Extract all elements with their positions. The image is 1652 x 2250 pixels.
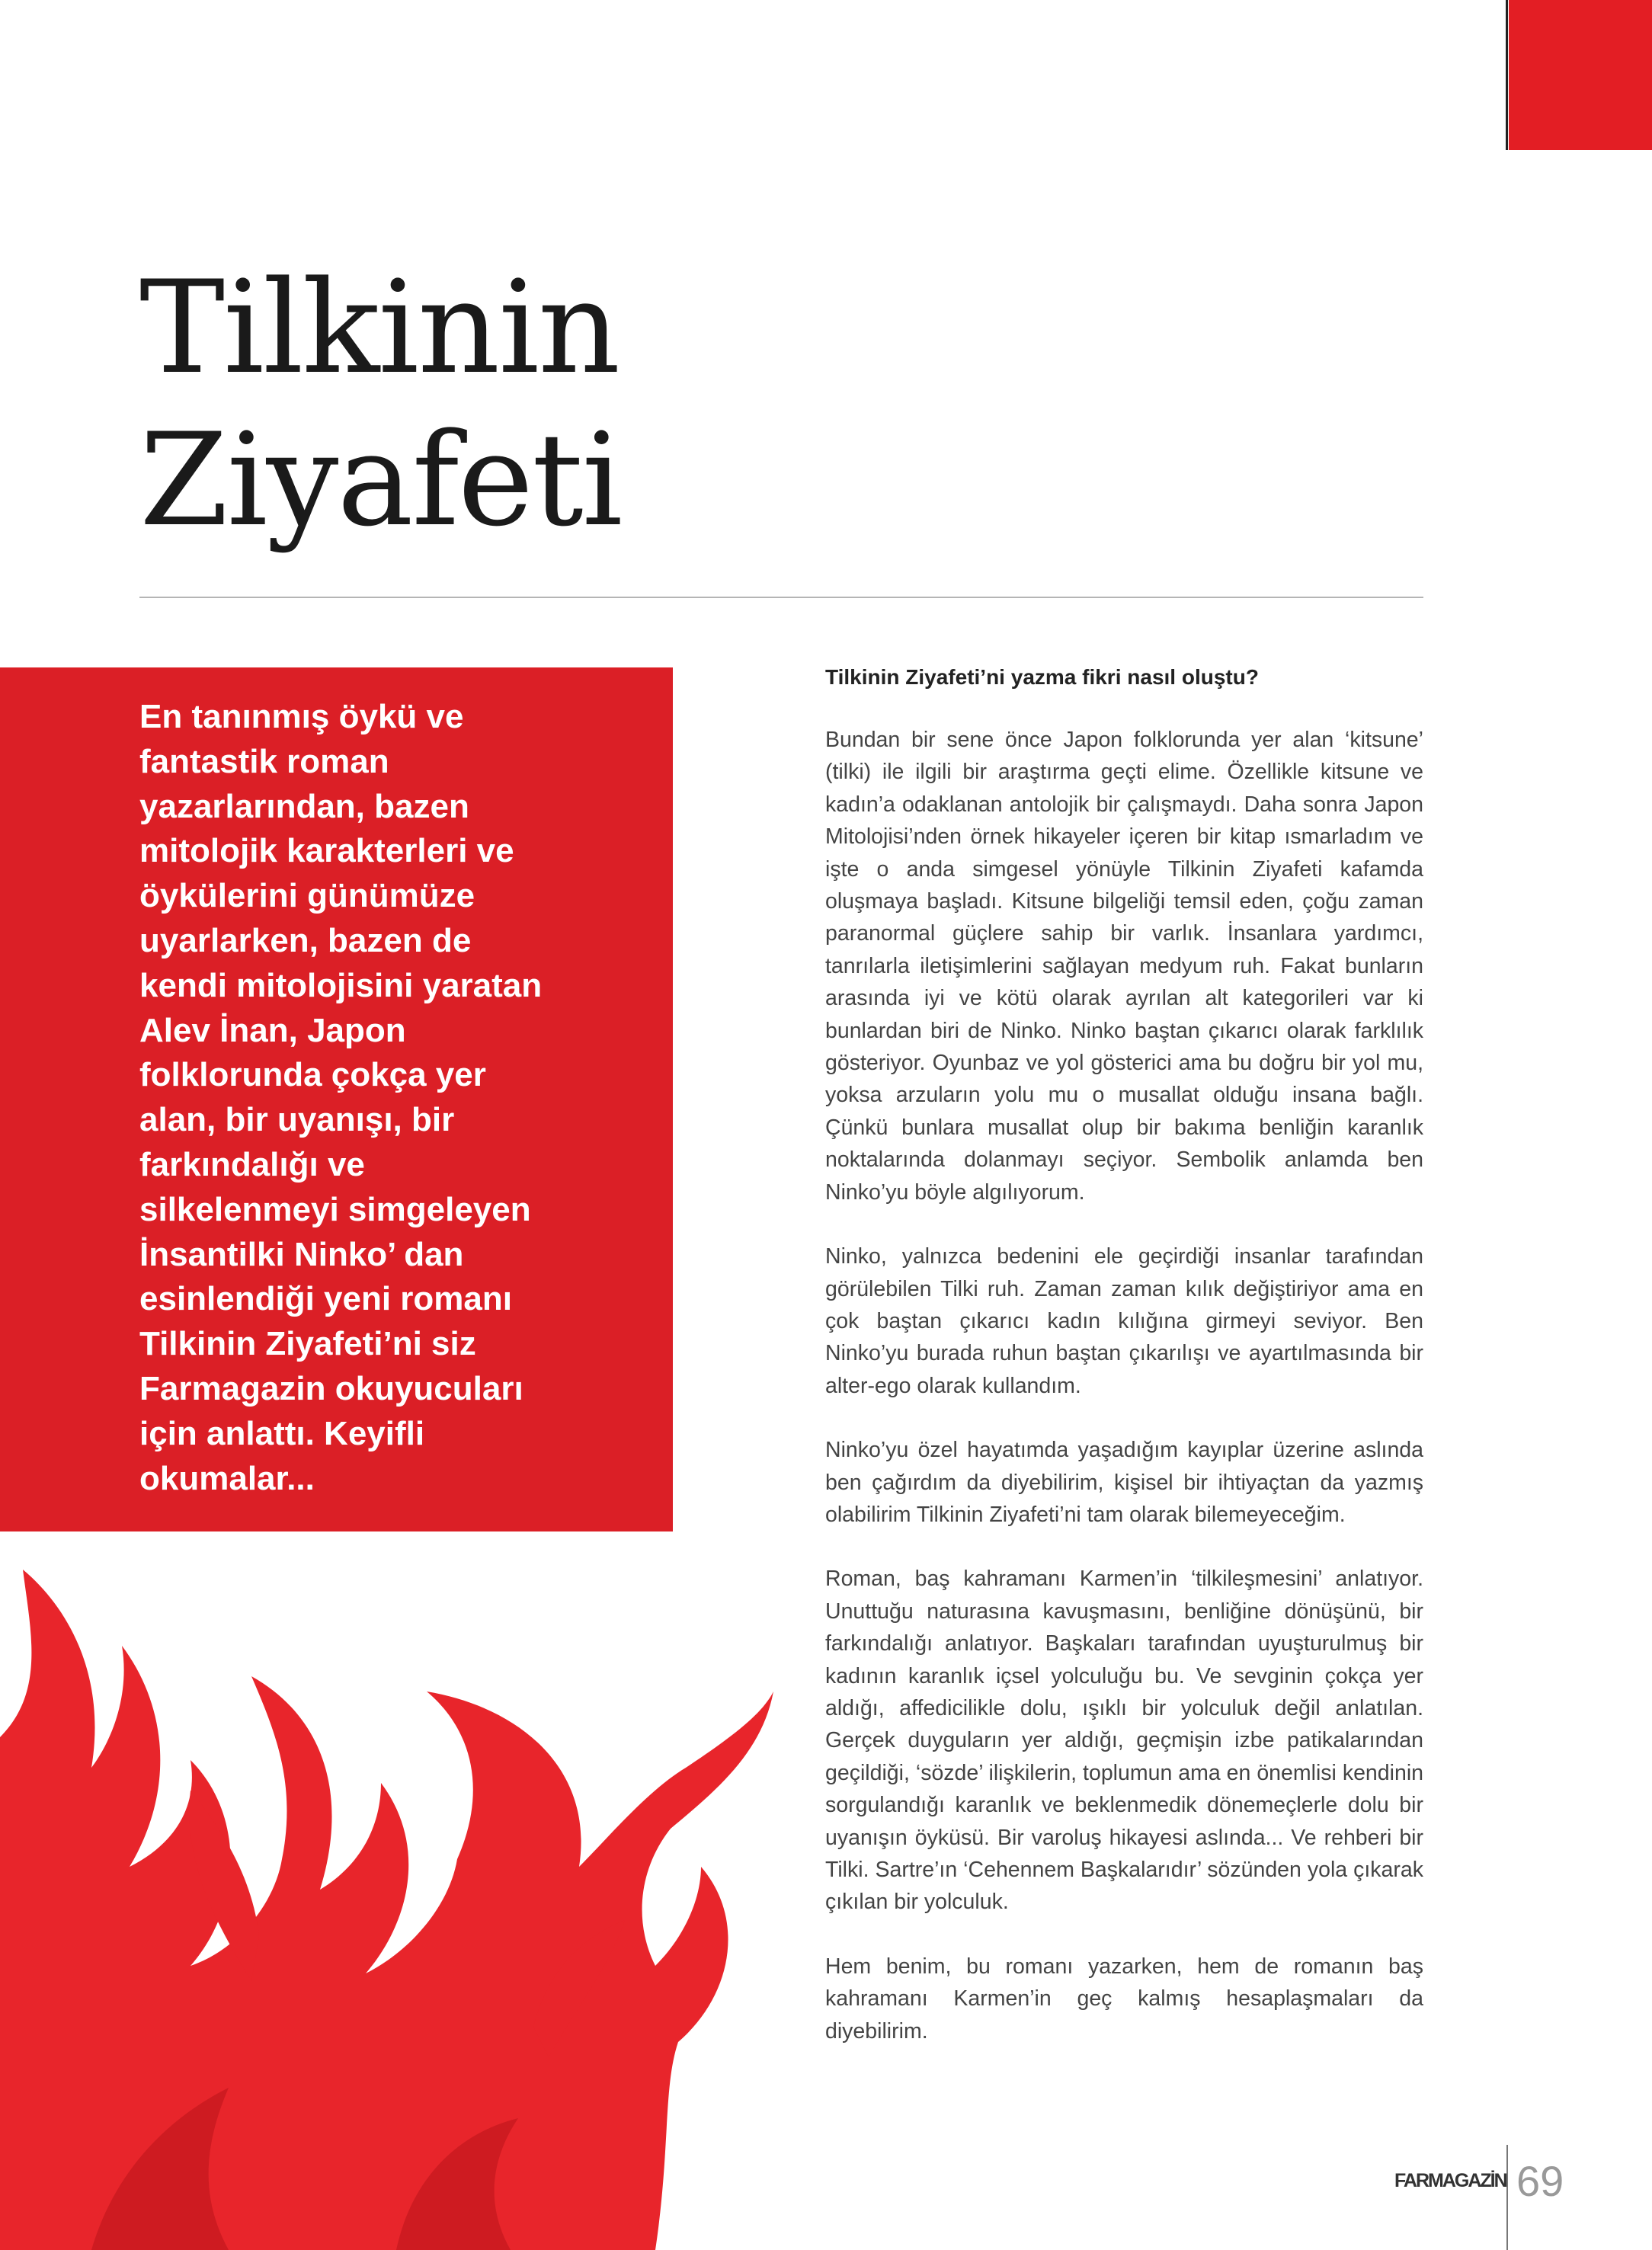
article-title bbox=[139, 251, 621, 556]
paragraph: Ninko’yu özel hayatımda yaşadığım kayıplar üzerine aslında ben çağırdım da diyebilirim, kişisel bir ihtiyaçtan da yazmış olabilirim Tilkinin Ziyafeti’ni tam olarak bilemeyeceğim. bbox=[825, 1438, 1423, 1527]
interview-question: Tilkinin Ziyafeti’ni yazma fikri nasıl oluştu? bbox=[825, 665, 1259, 689]
paragraph: Ninko, yalnızca bedenini ele geçirdiği insanlar tarafından görülebilen Tilki ruh. Zaman zaman kılık değiştiriyor ama en çok baştan çıkarıcı kadın kılığına girmeyi seviyor. Ben Ninko’yu burada ruhun baştan çıkarılışı ve ayartılmasında bir alter-ego olarak kullandım. bbox=[825, 1244, 1423, 1398]
corner-accent-block bbox=[1509, 0, 1652, 150]
page-number: 69 bbox=[1516, 2157, 1564, 2205]
title-line-2: Ziyafeti bbox=[139, 405, 622, 555]
flame-illustration bbox=[0, 1539, 785, 2250]
paragraph: Roman, baş kahramanı Karmen’in ‘tilkileşmesini’ anlatıyor. Unuttuğu naturasına kavuşmasını, benliğine dönüşünü, bir farkındalığı anlatıyor. Başkaları tarafından uyuşturulmuş bir kadının karanlık içsel yolculuğu bu. Ve sevginin çokça yer aldığı, affedicilikle dolu, ışıklı bir yolculuk değil anlatılan. Gerçek duyguların yer aldığı, geçmişin izbe patikalarından geçildiği, ‘sözde’ ilişkilerin, toplumun ama en önemlisi kendinin sorgulandığı karanlık ve beklenmedik dönemeçlerle dolu bir uyanışın öyküsü. Bir varoluş hikayesi aslında... Ve rehberi bir Tilki. Sartre’ın ‘Cehennem Başkalarıdır’ sözünden yola çıkarak çıkılan bir yolculuk. bbox=[825, 1567, 1423, 1915]
footer-divider bbox=[1506, 2145, 1508, 2250]
paragraph: Bundan bir sene önce Japon folklorunda yer alan ‘kitsune’ (tilki) ile ilgili bir araştırma geçti elime. Özellikle kitsune ve kadın’a odaklanan antolojik bir çalışmaydı. Daha sonra Japon Mitolojisi’nden örnek hikayeler içeren bir kitap ısmarladım ve işte o anda simgesel yönüyle Tilkinin Ziyafeti kafamda oluşmaya başladı. Kitsune bilgeliği temsil eden, çoğu zaman paranormal güçlere sahip bir varlık. İnsanlara yardımcı, tanrılarla iletişimlerini sağlayan medyum ruh. Fakat bunların arasında iyi ve kötü olarak ayrılan alt kategorileri var ki bunlardan biri de Ninko. Ninko baştan çıkarıcı olarak farklılık gösteriyor. Oyunbaz ve yol gösterici ama bu doğru bir yol mu, yoksa arzuların yolu mu o musallat olduğu insana bağlı. Çünkü bunlara musallat olup bir bakıma benliğin karanlık noktalarında dolanmayı seçiyor. Sembolik anlamda ben Ninko’yu böyle algılıyorum. bbox=[825, 728, 1423, 1205]
lead-text: En tanınmış öykü ve fantastik roman yazarlarından, bazen mitolojik karakterleri ve öykülerini günümüze uyarlarken, bazen de kendi mitolojisini yaratan Alev İnan, Japon folklorunda çokça yer alan, bir uyanışı, bir farkındalığı ve silkelenmeyi simgeleyen İnsantilki Ninko’ dan esinlendiği yeni romanı Tilkinin Ziyafeti’ni siz Farmagazin okuyucuları için anlattı. Keyifli okumalar... bbox=[139, 698, 543, 1497]
title-line-1: Tilkinin bbox=[139, 253, 620, 402]
article-body bbox=[825, 661, 1423, 2079]
magazine-logo: FARMAGAZİN bbox=[1394, 2170, 1506, 2191]
title-divider bbox=[139, 597, 1423, 598]
corner-divider-line bbox=[1506, 0, 1508, 150]
paragraph: Hem benim, bu romanı yazarken, hem de romanın baş kahramanı Karmen’in geç kalmış hesaplaşmaları da diyebilirim. bbox=[825, 1954, 1423, 2044]
